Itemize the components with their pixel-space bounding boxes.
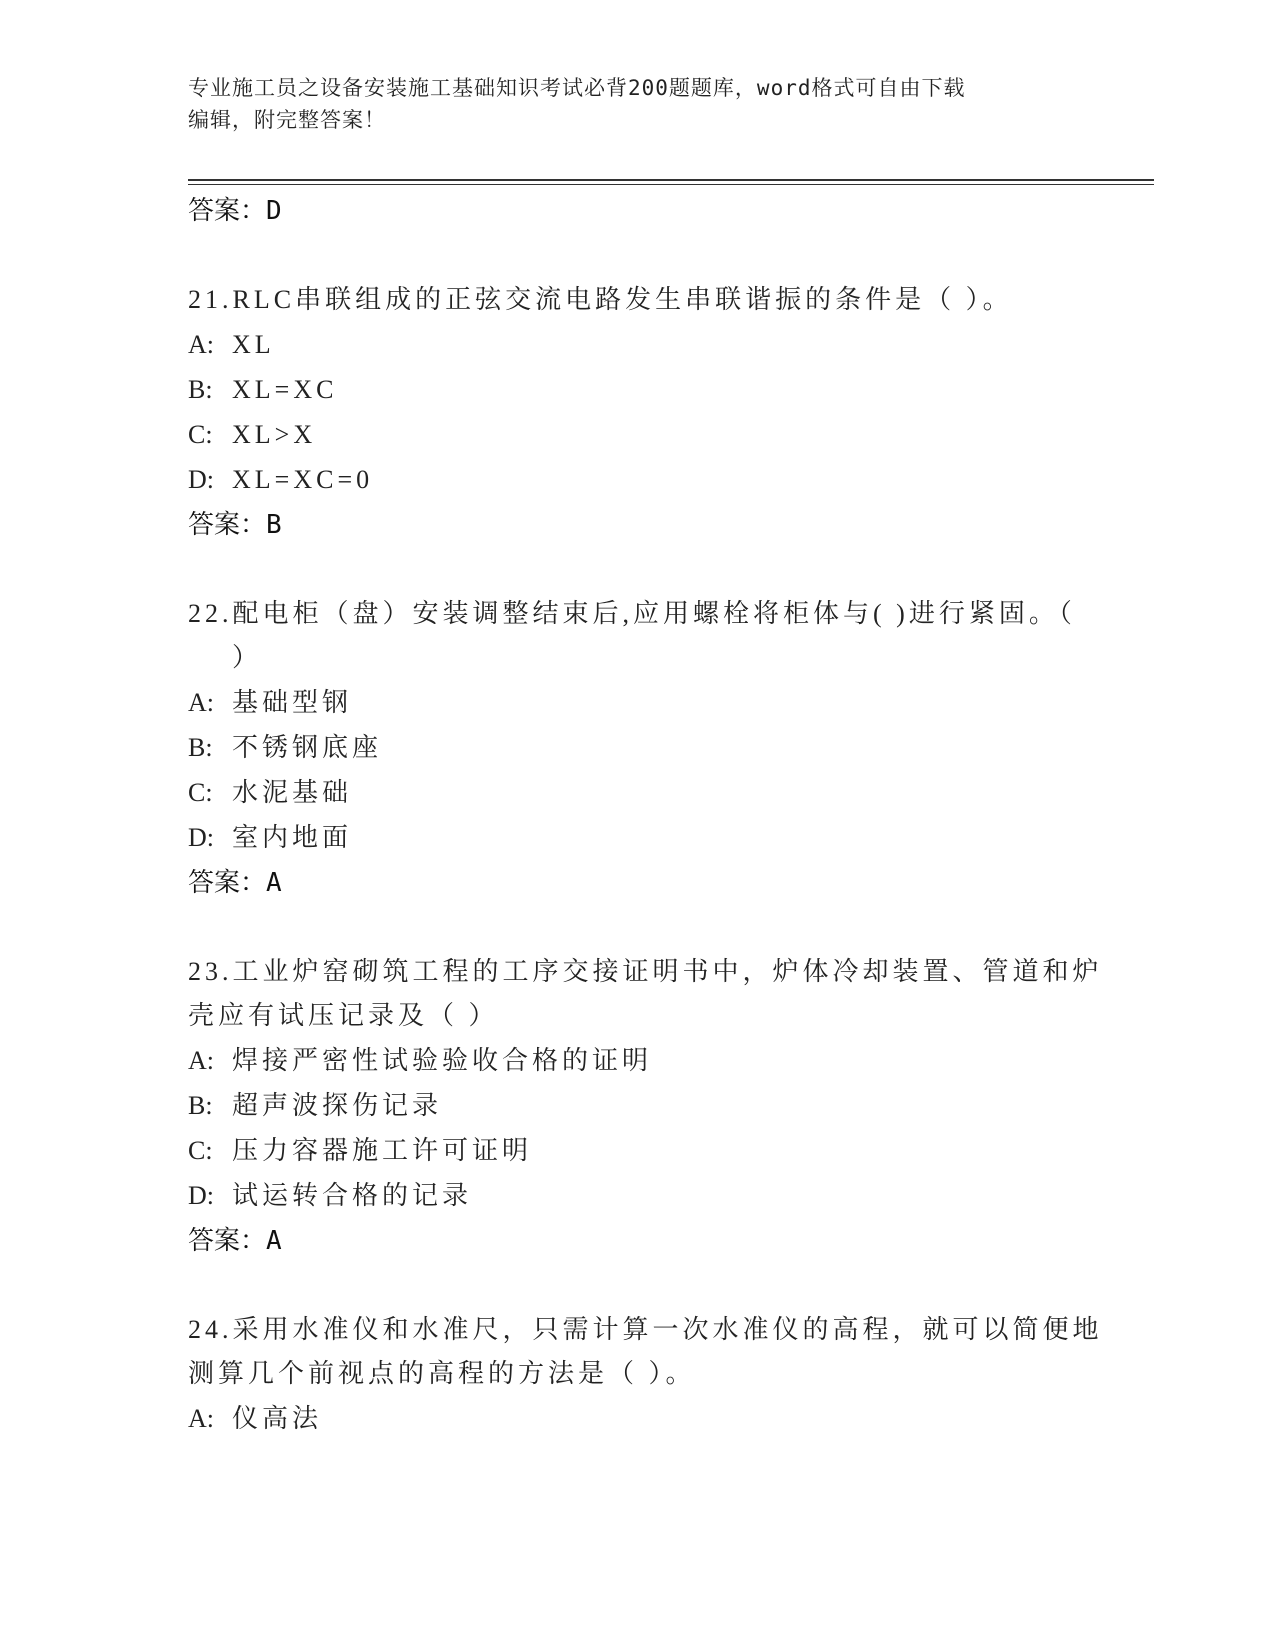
option-letter: A: <box>188 330 214 359</box>
option-text: 不锈钢底座 <box>232 733 383 762</box>
question-23 <box>188 950 1103 1264</box>
option-letter: B: <box>188 375 213 404</box>
option-a <box>188 680 1088 725</box>
header-divider-thick <box>188 179 1154 181</box>
option-c <box>188 1128 1088 1173</box>
question-stem-line: 测算几个前视点的高程的方法是（ ）。 <box>188 1359 696 1388</box>
question-list <box>188 186 1103 1441</box>
option-d <box>188 1173 1088 1218</box>
option-letter: C: <box>188 420 213 449</box>
question-stem <box>188 278 1088 322</box>
option-letter: B: <box>188 733 213 762</box>
option-c <box>188 412 1088 457</box>
option-letter: B: <box>188 1091 213 1120</box>
option-letter: D: <box>188 465 214 494</box>
option-text: XL=XC <box>232 375 338 404</box>
answer-line: 答案：A <box>188 1226 282 1256</box>
header-title-line-1: 专业施工员之设备安装施工基础知识考试必背200题题库，word格式可自由下载 <box>188 76 966 100</box>
option-d <box>188 815 1088 860</box>
page-header <box>188 72 1088 136</box>
option-a <box>188 1038 1088 1083</box>
question-stem-line: 24.采用水准仪和水准尺，只需计算一次水准仪的高程，就可以简便地 <box>188 1315 1103 1344</box>
option-text: XL=XC=0 <box>232 465 374 494</box>
question-stem <box>188 1308 1103 1396</box>
option-d <box>188 457 1088 502</box>
option-b <box>188 725 1088 770</box>
spacer <box>188 234 1088 278</box>
spacer <box>188 1264 1088 1308</box>
spacer <box>188 548 1088 592</box>
question-stem-line: 21.RLC串联组成的正弦交流电路发生串联谐振的条件是（ ）。 <box>188 285 1013 314</box>
question-24 <box>188 1308 1103 1441</box>
option-letter: A: <box>188 1046 214 1075</box>
option-letter: C: <box>188 778 213 807</box>
option-text: XL <box>232 330 275 359</box>
option-text: 焊接严密性试验验收合格的证明 <box>232 1046 653 1075</box>
option-text: 试运转合格的记录 <box>232 1181 473 1210</box>
option-letter: D: <box>188 1181 214 1210</box>
option-a <box>188 1396 1088 1441</box>
option-letter: A: <box>188 1404 214 1433</box>
option-text: 室内地面 <box>232 823 353 852</box>
question-stem-line: ） <box>232 643 263 672</box>
question-22 <box>188 592 1088 906</box>
option-letter: A: <box>188 688 214 717</box>
option-b <box>188 1083 1088 1128</box>
question-stem <box>188 950 1103 1038</box>
option-text: 压力容器施工许可证明 <box>232 1136 533 1165</box>
answer-line: 答案：B <box>188 510 282 540</box>
option-letter: D: <box>188 823 214 852</box>
header-title-line-2: 编辑，附完整答案！ <box>188 108 386 132</box>
previous-answer: 答案：D <box>188 196 282 226</box>
answer-line: 答案：A <box>188 868 282 898</box>
option-b <box>188 367 1088 412</box>
option-text: 仪高法 <box>232 1404 323 1433</box>
option-a <box>188 322 1088 367</box>
option-text: 水泥基础 <box>232 778 353 807</box>
option-letter: C: <box>188 1136 213 1165</box>
option-c <box>188 770 1088 815</box>
option-text: 基础型钢 <box>232 688 353 717</box>
header-divider-thin <box>188 184 1154 185</box>
question-stem-line: 22.配电柜（盘）安装调整结束后,应用螺栓将柜体与( )进行紧固。（ <box>188 599 1076 628</box>
question-21 <box>188 278 1088 548</box>
option-text: 超声波探伤记录 <box>232 1091 443 1120</box>
question-stem-line: 壳应有试压记录及（ ） <box>188 1001 499 1030</box>
question-stem-line: 23.工业炉窑砌筑工程的工序交接证明书中，炉体冷却装置、管道和炉 <box>188 957 1103 986</box>
option-text: XL>X <box>232 420 317 449</box>
question-stem <box>188 592 1088 680</box>
spacer <box>188 906 1088 950</box>
